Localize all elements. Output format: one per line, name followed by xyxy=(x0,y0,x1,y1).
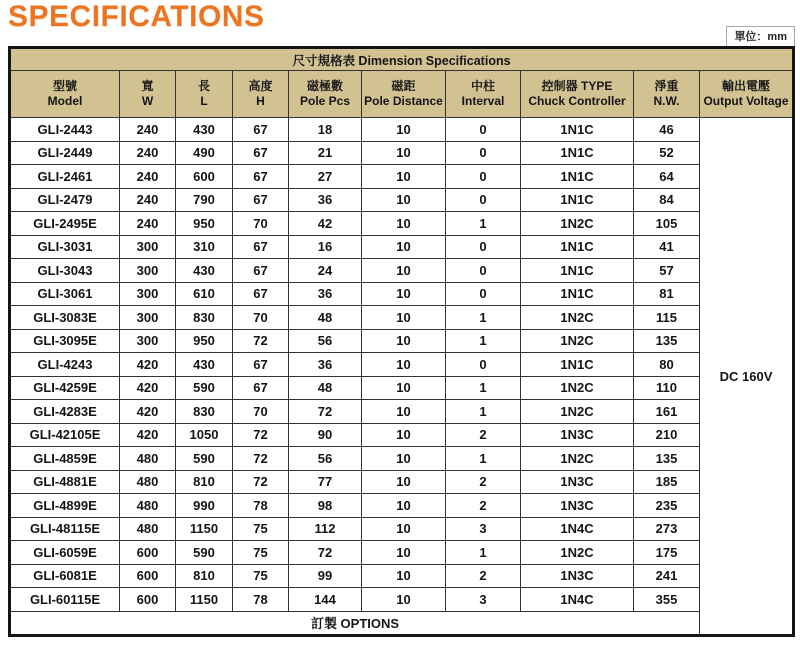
cell: 830 xyxy=(176,400,233,424)
cell: 46 xyxy=(634,118,700,142)
cell: 480 xyxy=(120,494,176,518)
cell: 67 xyxy=(233,376,289,400)
cell: 72 xyxy=(233,329,289,353)
table-row xyxy=(10,447,794,471)
cell: 2 xyxy=(446,423,521,447)
cell: 70 xyxy=(233,212,289,236)
table-row xyxy=(10,376,794,400)
cell: 1 xyxy=(446,400,521,424)
table-row xyxy=(10,564,794,588)
column-header-en: Model xyxy=(47,94,83,108)
cell: 1N2C xyxy=(521,376,634,400)
cell: 1N4C xyxy=(521,517,634,541)
cell: 1N3C xyxy=(521,423,634,447)
column-header-en: L xyxy=(200,94,208,108)
cell: 950 xyxy=(176,212,233,236)
cell: 72 xyxy=(233,447,289,471)
page-title: SPECIFICATIONS xyxy=(8,0,265,33)
cell: 600 xyxy=(120,541,176,565)
cell: 1N2C xyxy=(521,212,634,236)
cell: 10 xyxy=(362,447,446,471)
column-header-n-w- xyxy=(634,71,700,118)
cell: 56 xyxy=(289,447,362,471)
cell: 300 xyxy=(120,259,176,283)
cell: 1 xyxy=(446,447,521,471)
cell: 72 xyxy=(233,470,289,494)
cell: 300 xyxy=(120,282,176,306)
cell: 1N4C xyxy=(521,588,634,612)
cell: 10 xyxy=(362,470,446,494)
column-header-zh: 高度 xyxy=(248,79,273,93)
options-cell: 訂製 OPTIONS xyxy=(10,611,700,636)
cell: GLI-48115E xyxy=(10,517,120,541)
cell: 1N1C xyxy=(521,188,634,212)
cell: 135 xyxy=(634,447,700,471)
cell: 75 xyxy=(233,517,289,541)
cell: GLI-2479 xyxy=(10,188,120,212)
table-row xyxy=(10,353,794,377)
cell: 0 xyxy=(446,165,521,189)
table-row xyxy=(10,141,794,165)
cell: 1N1C xyxy=(521,141,634,165)
cell: 16 xyxy=(289,235,362,259)
cell: 57 xyxy=(634,259,700,283)
cell: 67 xyxy=(233,353,289,377)
cell: 105 xyxy=(634,212,700,236)
cell: 48 xyxy=(289,306,362,330)
cell: 600 xyxy=(176,165,233,189)
cell: 10 xyxy=(362,423,446,447)
column-header-en: Pole Pcs xyxy=(299,94,351,108)
table-row xyxy=(10,541,794,565)
cell: 67 xyxy=(233,118,289,142)
cell: 78 xyxy=(233,588,289,612)
cell: 70 xyxy=(233,400,289,424)
table-row xyxy=(10,259,794,283)
table-row xyxy=(10,400,794,424)
column-header-zh: 淨重 xyxy=(654,79,679,93)
column-header-interval xyxy=(446,71,521,118)
cell: 1 xyxy=(446,541,521,565)
cell: 10 xyxy=(362,494,446,518)
cell: 10 xyxy=(362,329,446,353)
cell: 240 xyxy=(120,212,176,236)
cell: 300 xyxy=(120,329,176,353)
column-header-en: N.W. xyxy=(653,94,680,108)
cell: 1N3C xyxy=(521,494,634,518)
cell: 1N1C xyxy=(521,235,634,259)
cell: 18 xyxy=(289,118,362,142)
table-row xyxy=(10,517,794,541)
cell: 1N2C xyxy=(521,306,634,330)
cell: 10 xyxy=(362,588,446,612)
table-row xyxy=(10,188,794,212)
cell: 241 xyxy=(634,564,700,588)
cell: 1 xyxy=(446,329,521,353)
cell: 161 xyxy=(634,400,700,424)
cell: 36 xyxy=(289,282,362,306)
cell: 10 xyxy=(362,376,446,400)
cell: 1N2C xyxy=(521,541,634,565)
column-header-zh: 磁極數 xyxy=(306,79,343,93)
cell: 1 xyxy=(446,212,521,236)
cell: 420 xyxy=(120,400,176,424)
cell: 950 xyxy=(176,329,233,353)
cell: 10 xyxy=(362,212,446,236)
cell: 10 xyxy=(362,517,446,541)
cell: 21 xyxy=(289,141,362,165)
cell: 1N1C xyxy=(521,118,634,142)
cell: 185 xyxy=(634,470,700,494)
cell: 75 xyxy=(233,541,289,565)
cell: GLI-2449 xyxy=(10,141,120,165)
cell: 420 xyxy=(120,376,176,400)
cell: 41 xyxy=(634,235,700,259)
cell: 10 xyxy=(362,282,446,306)
column-header-en: H xyxy=(256,94,265,108)
cell: GLI-4259E xyxy=(10,376,120,400)
cell: 600 xyxy=(120,564,176,588)
options-row xyxy=(10,611,794,636)
column-header-model xyxy=(10,71,120,118)
column-header-pole-distance xyxy=(362,71,446,118)
table-row xyxy=(10,329,794,353)
cell: 36 xyxy=(289,353,362,377)
column-header-zh: 控制器 TYPE xyxy=(541,79,613,93)
cell: 310 xyxy=(176,235,233,259)
cell: GLI-4859E xyxy=(10,447,120,471)
table-group-header: 尺寸規格表 Dimension Specifications xyxy=(10,48,794,71)
cell: 240 xyxy=(120,165,176,189)
cell: GLI-3043 xyxy=(10,259,120,283)
cell: GLI-60115E xyxy=(10,588,120,612)
cell: GLI-2443 xyxy=(10,118,120,142)
output-voltage-cell: DC 160V xyxy=(700,118,794,636)
cell: 10 xyxy=(362,118,446,142)
column-header-chuck-controller xyxy=(521,71,634,118)
cell: 75 xyxy=(233,564,289,588)
cell: 1N1C xyxy=(521,259,634,283)
cell: 0 xyxy=(446,282,521,306)
cell: 99 xyxy=(289,564,362,588)
cell: 175 xyxy=(634,541,700,565)
cell: 10 xyxy=(362,306,446,330)
cell: 78 xyxy=(233,494,289,518)
cell: 790 xyxy=(176,188,233,212)
table-row xyxy=(10,235,794,259)
cell: 810 xyxy=(176,470,233,494)
cell: 72 xyxy=(289,400,362,424)
cell: 1 xyxy=(446,376,521,400)
cell: 42 xyxy=(289,212,362,236)
group-header-row xyxy=(10,48,794,71)
cell: 0 xyxy=(446,235,521,259)
table-row xyxy=(10,118,794,142)
cell: 10 xyxy=(362,400,446,424)
cell: GLI-2461 xyxy=(10,165,120,189)
cell: 273 xyxy=(634,517,700,541)
cell: GLI-3083E xyxy=(10,306,120,330)
cell: 420 xyxy=(120,423,176,447)
cell: 36 xyxy=(289,188,362,212)
cell: 1N2C xyxy=(521,329,634,353)
cell: 1N2C xyxy=(521,447,634,471)
cell: GLI-4243 xyxy=(10,353,120,377)
cell: 1N1C xyxy=(521,353,634,377)
cell: GLI-42105E xyxy=(10,423,120,447)
cell: 10 xyxy=(362,235,446,259)
cell: 2 xyxy=(446,470,521,494)
cell: 112 xyxy=(289,517,362,541)
cell: GLI-4881E xyxy=(10,470,120,494)
column-header-zh: 長 xyxy=(197,79,210,93)
cell: 10 xyxy=(362,259,446,283)
cell: 10 xyxy=(362,188,446,212)
table-row xyxy=(10,282,794,306)
cell: 2 xyxy=(446,494,521,518)
cell: 24 xyxy=(289,259,362,283)
cell: 67 xyxy=(233,141,289,165)
cell: GLI-6081E xyxy=(10,564,120,588)
unit-label: 單位：mm xyxy=(726,26,795,47)
cell: 144 xyxy=(289,588,362,612)
cell: 210 xyxy=(634,423,700,447)
cell: 490 xyxy=(176,141,233,165)
column-header-en: W xyxy=(141,94,154,108)
column-header-l xyxy=(176,71,233,118)
cell: 10 xyxy=(362,165,446,189)
cell: 430 xyxy=(176,259,233,283)
cell: 1N1C xyxy=(521,282,634,306)
cell: 1N3C xyxy=(521,564,634,588)
cell: 300 xyxy=(120,306,176,330)
cell: 355 xyxy=(634,588,700,612)
cell: 990 xyxy=(176,494,233,518)
cell: 67 xyxy=(233,259,289,283)
column-header-pole-pcs xyxy=(289,71,362,118)
cell: 240 xyxy=(120,188,176,212)
cell: 430 xyxy=(176,353,233,377)
cell: 80 xyxy=(634,353,700,377)
cell: 3 xyxy=(446,588,521,612)
cell: 72 xyxy=(233,423,289,447)
column-header-en: Chuck Controller xyxy=(528,94,626,108)
column-header-output-voltage xyxy=(700,71,794,118)
cell: 81 xyxy=(634,282,700,306)
column-header-zh: 寬 xyxy=(141,79,154,93)
table-row xyxy=(10,588,794,612)
cell: 98 xyxy=(289,494,362,518)
cell: 67 xyxy=(233,165,289,189)
column-header-h xyxy=(233,71,289,118)
table-row xyxy=(10,470,794,494)
table-row xyxy=(10,212,794,236)
cell: 10 xyxy=(362,564,446,588)
cell: 810 xyxy=(176,564,233,588)
cell: 115 xyxy=(634,306,700,330)
table-row xyxy=(10,165,794,189)
cell: GLI-4283E xyxy=(10,400,120,424)
cell: 1150 xyxy=(176,517,233,541)
column-header-zh: 中柱 xyxy=(470,79,495,93)
cell: 110 xyxy=(634,376,700,400)
column-header-row xyxy=(10,71,794,118)
column-header-w xyxy=(120,71,176,118)
cell: 67 xyxy=(233,282,289,306)
cell: 480 xyxy=(120,447,176,471)
cell: 52 xyxy=(634,141,700,165)
cell: 0 xyxy=(446,118,521,142)
cell: 77 xyxy=(289,470,362,494)
column-header-zh: 輸出電壓 xyxy=(721,79,770,93)
cell: 590 xyxy=(176,541,233,565)
cell: 235 xyxy=(634,494,700,518)
cell: 1N2C xyxy=(521,400,634,424)
cell: 56 xyxy=(289,329,362,353)
cell: 90 xyxy=(289,423,362,447)
cell: 0 xyxy=(446,259,521,283)
cell: 480 xyxy=(120,517,176,541)
cell: 830 xyxy=(176,306,233,330)
cell: 67 xyxy=(233,188,289,212)
cell: 1N1C xyxy=(521,165,634,189)
cell: 240 xyxy=(120,118,176,142)
cell: GLI-4899E xyxy=(10,494,120,518)
column-header-zh: 型號 xyxy=(52,79,77,93)
cell: 600 xyxy=(120,588,176,612)
column-header-en: Pole Distance xyxy=(364,94,443,108)
cell: 135 xyxy=(634,329,700,353)
column-header-en: Output Voltage xyxy=(703,94,789,108)
cell: 590 xyxy=(176,447,233,471)
cell: 2 xyxy=(446,564,521,588)
cell: 72 xyxy=(289,541,362,565)
cell: 1 xyxy=(446,306,521,330)
column-header-en: Interval xyxy=(461,94,505,108)
cell: 10 xyxy=(362,353,446,377)
cell: 70 xyxy=(233,306,289,330)
cell: 430 xyxy=(176,118,233,142)
cell: GLI-6059E xyxy=(10,541,120,565)
cell: 10 xyxy=(362,541,446,565)
column-header-zh: 磁距 xyxy=(391,79,416,93)
cell: 590 xyxy=(176,376,233,400)
cell: 1050 xyxy=(176,423,233,447)
cell: 1150 xyxy=(176,588,233,612)
cell: 27 xyxy=(289,165,362,189)
table-row xyxy=(10,306,794,330)
cell: GLI-3095E xyxy=(10,329,120,353)
cell: 0 xyxy=(446,353,521,377)
table-row xyxy=(10,423,794,447)
cell: GLI-3061 xyxy=(10,282,120,306)
table-row xyxy=(10,494,794,518)
cell: 67 xyxy=(233,235,289,259)
cell: 610 xyxy=(176,282,233,306)
cell: 84 xyxy=(634,188,700,212)
cell: 48 xyxy=(289,376,362,400)
cell: 10 xyxy=(362,141,446,165)
cell: GLI-2495E xyxy=(10,212,120,236)
cell: 3 xyxy=(446,517,521,541)
cell: 0 xyxy=(446,188,521,212)
cell: 240 xyxy=(120,141,176,165)
cell: 0 xyxy=(446,141,521,165)
cell: 1N3C xyxy=(521,470,634,494)
cell: GLI-3031 xyxy=(10,235,120,259)
cell: 300 xyxy=(120,235,176,259)
dimension-specifications-table xyxy=(8,46,795,637)
cell: 480 xyxy=(120,470,176,494)
cell: 64 xyxy=(634,165,700,189)
cell: 420 xyxy=(120,353,176,377)
